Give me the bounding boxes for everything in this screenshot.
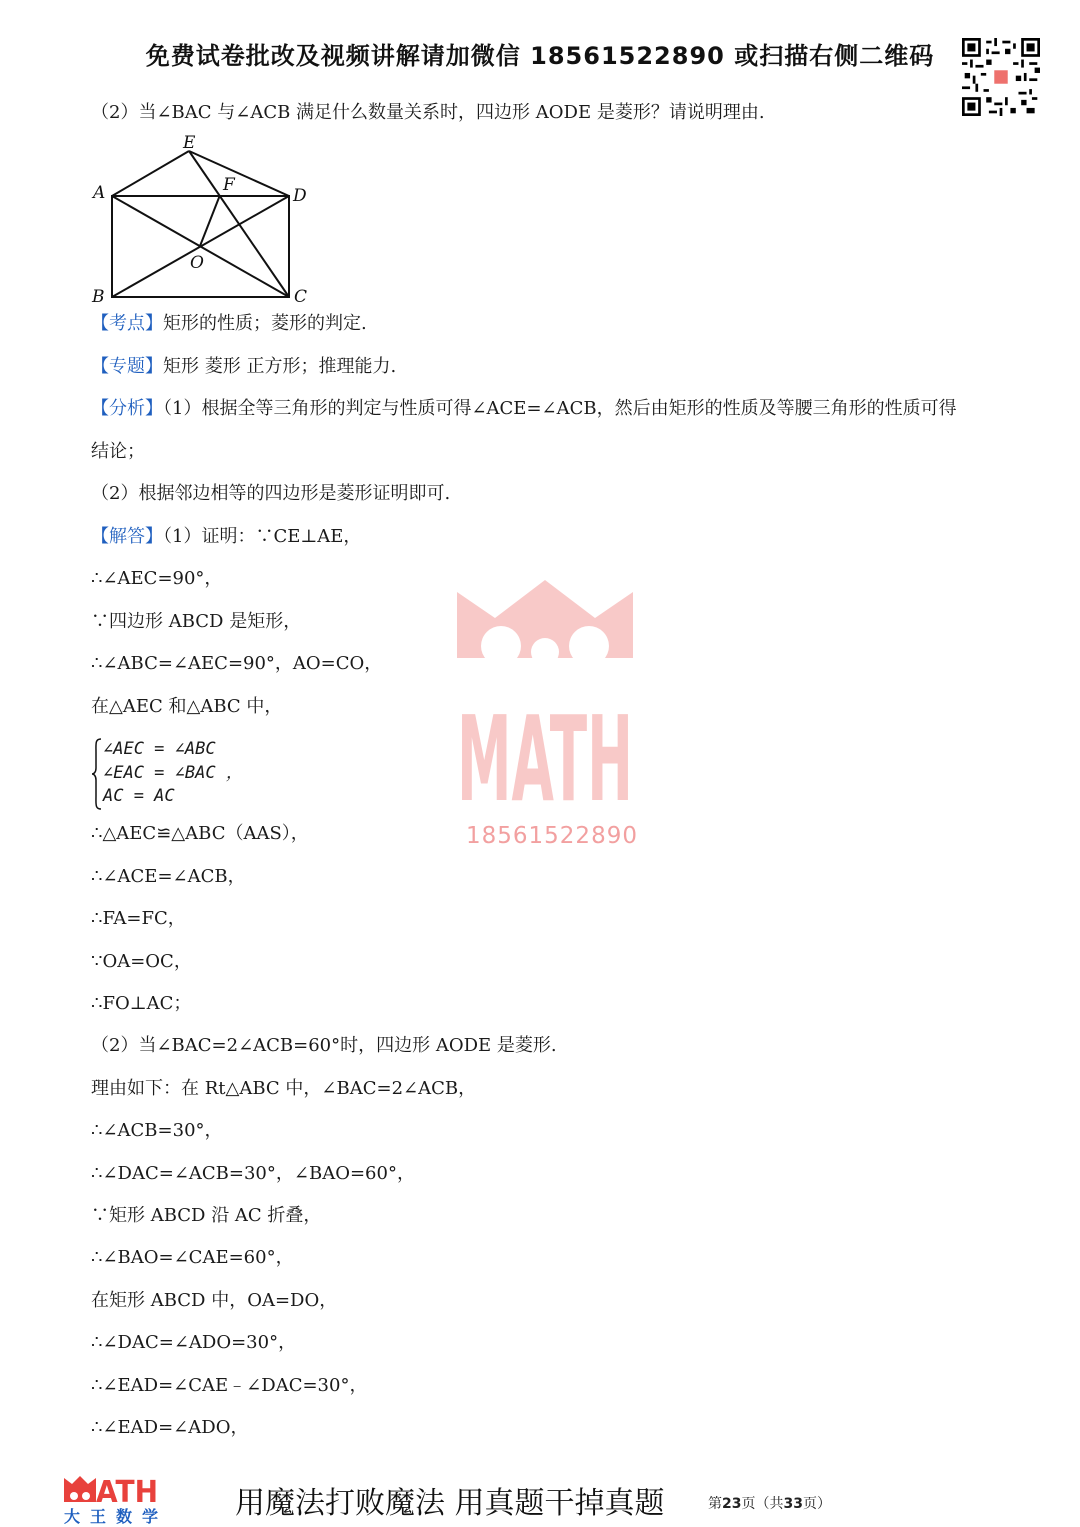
label-E: E — [183, 133, 196, 153]
left-brace-icon — [91, 738, 103, 810]
solution-line: ∵矩形 ABCD 沿 AC 折叠， — [91, 1205, 322, 1226]
solution-line: ∵四边形 ABCD 是矩形， — [91, 611, 302, 632]
solution-line: 在矩形 ABCD 中，OA=DO， — [91, 1290, 338, 1311]
total-pages: 33 — [783, 1496, 803, 1512]
solution-line: ∴△AEC≌△ABC（AAS）， — [91, 823, 309, 844]
fenxi-text: （1）根据全等三角形的判定与性质可得∠ACE=∠ACB，然后由矩形的性质及等腰三角形的性质可得 — [163, 398, 957, 419]
label-D: D — [293, 186, 307, 206]
system-line: ∠AEC = ∠ABC — [103, 739, 216, 759]
solution-line: ∴∠ACE=∠ACB， — [91, 866, 246, 887]
solution-line: ∴∠BAO=∠CAE=60°， — [91, 1247, 294, 1268]
solution-line: ∴∠DAC=∠ACB=30°，∠BAO=60°， — [91, 1163, 415, 1184]
current-page: 23 — [722, 1496, 742, 1512]
fenxi-section — [91, 400, 957, 418]
dawang-math-logo — [62, 1472, 162, 1526]
solution-line: ∴∠DAC=∠ADO=30°， — [91, 1332, 297, 1353]
jieda-section — [91, 528, 361, 546]
geometry-figure — [88, 130, 328, 305]
watermark-phone: 18561522890 — [466, 823, 638, 849]
zhuanti-tag: 【专题】 — [91, 356, 163, 377]
solution-line: ∴∠AEC=90°， — [91, 568, 223, 589]
zhuanti-section — [91, 358, 396, 376]
page-number — [708, 1493, 831, 1513]
kaodian-text: 矩形的性质；菱形的判定. — [163, 313, 367, 334]
solution-line: （2）当∠BAC=2∠ACB=60°时，四边形 AODE 是菱形. — [91, 1035, 557, 1056]
solution-line: ∴∠ABC=∠AEC=90°，AO=CO， — [91, 653, 383, 674]
page-suffix: 页） — [802, 1496, 831, 1512]
watermark-text: MATH — [457, 690, 633, 828]
page-header-title: 免费试卷批改及视频讲解请加微信 18561522890 或扫描右侧二维码 — [145, 42, 935, 70]
congruence-system — [91, 738, 291, 810]
solution-line: ∴FA=FC， — [91, 908, 186, 929]
label-F: F — [223, 175, 235, 195]
label-O: O — [190, 253, 204, 273]
fenxi-part2: （2）根据邻边相等的四边形是菱形证明即可. — [91, 483, 451, 504]
page-prefix: 第 — [708, 1496, 722, 1512]
system-line: ∠EAC = ∠BAC ， — [103, 762, 243, 783]
solution-line: ∴FO⊥AC； — [91, 993, 192, 1014]
solution-line: ∴∠EAD=∠CAE﹣∠DAC=30°， — [91, 1375, 368, 1396]
question-part2: （2）当∠BAC 与∠ACB 满足什么数量关系时，四边形 AODE 是菱形？请说明理由. — [91, 102, 765, 123]
qr-code-icon[interactable] — [962, 38, 1040, 116]
solution-line: ∵OA=OC， — [91, 951, 192, 972]
fenxi-tag: 【分析】 — [91, 398, 163, 419]
math-watermark-logo — [455, 578, 635, 828]
page-mid: 页（共 — [741, 1496, 784, 1512]
kaodian-section — [91, 315, 367, 333]
solution-line: 在△AEC 和△ABC 中， — [91, 696, 283, 717]
footer-logo-sub: 大王数学 — [64, 1507, 158, 1526]
solution-line: ∴∠EAD=∠ADO， — [91, 1417, 249, 1438]
solution-line: 理由如下：在 Rt△ABC 中，∠BAC=2∠ACB， — [91, 1078, 477, 1099]
zhuanti-text: 矩形 菱形 正方形；推理能力. — [163, 356, 397, 377]
kaodian-tag: 【考点】 — [91, 313, 163, 334]
label-C: C — [294, 287, 308, 307]
footer-slogan: 用魔法打败魔法 用真题干掉真题 — [235, 1486, 665, 1521]
jieda-text: （1）证明：∵CE⊥AE， — [163, 526, 362, 547]
fenxi-continuation: 结论； — [91, 441, 145, 462]
footer-logo-text: ATH — [96, 1475, 158, 1510]
solution-line: ∴∠ACB=30°， — [91, 1120, 223, 1141]
label-B: B — [92, 287, 105, 307]
system-line: AC = AC — [103, 786, 175, 806]
jieda-tag: 【解答】 — [91, 526, 163, 547]
label-A: A — [93, 183, 106, 203]
